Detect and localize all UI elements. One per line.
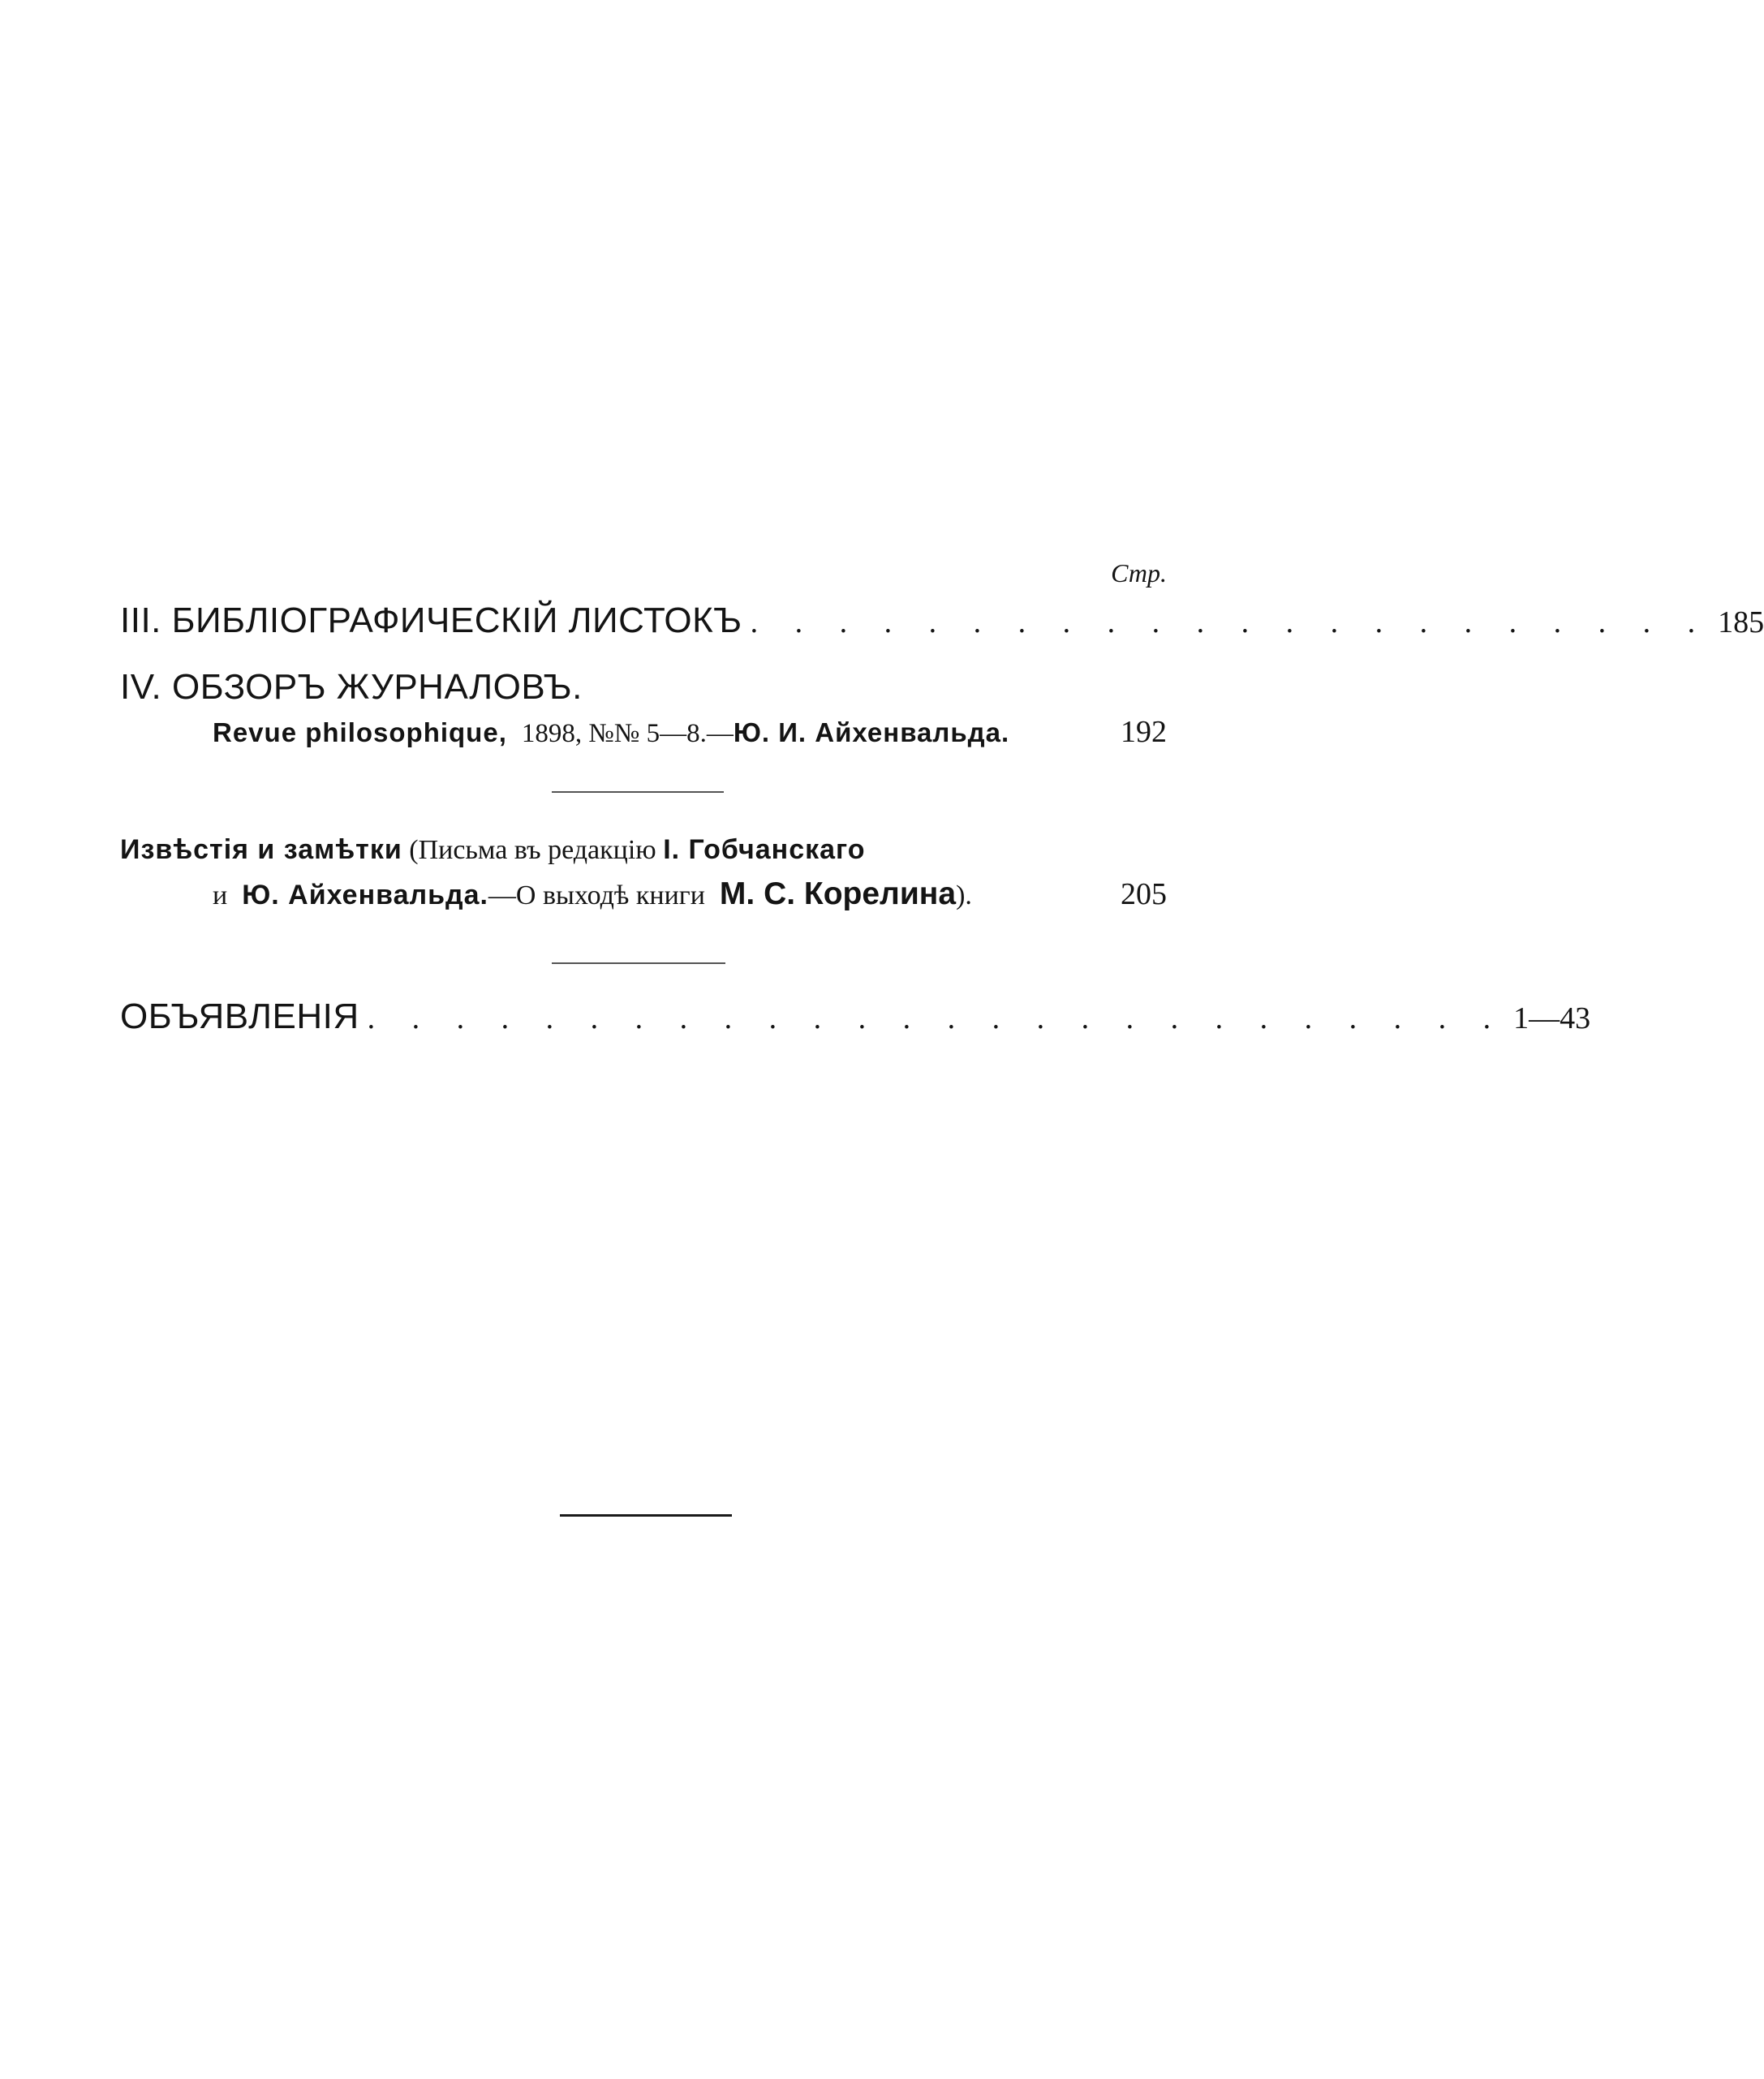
toc-entry-ads bbox=[120, 996, 1591, 1037]
news-person: М. С. Корелина bbox=[719, 876, 957, 911]
news-person: І. Гобчанскаго bbox=[663, 834, 866, 865]
toc-entry-news-line-1 bbox=[120, 834, 1167, 866]
news-person: Ю. Айхенвальда. bbox=[242, 880, 488, 910]
news-text: —О выходѣ книги bbox=[488, 880, 705, 910]
toc-entry-journals bbox=[120, 667, 1167, 708]
dot-leader: . . . . . . . . . . . . . . . . . . . . . . bbox=[750, 605, 1710, 639]
toc-entry-title: IV. ОБЗОРЪ ЖУРНАЛОВЪ. bbox=[120, 667, 583, 707]
section-divider bbox=[552, 962, 725, 964]
toc-entry-page: 185 bbox=[1718, 605, 1764, 639]
journal-issue: 1898, №№ 5—8.— bbox=[521, 719, 734, 748]
journal-name: Revue philosophique, bbox=[213, 717, 507, 747]
toc-entry-page: 1—43 bbox=[1513, 1001, 1591, 1035]
toc-entry-news-line-2 bbox=[213, 876, 1167, 912]
news-title: Извѣстія и замѣтки bbox=[120, 834, 402, 865]
review-author: Ю. И. Айхенвальда. bbox=[733, 717, 1010, 747]
toc-entry-title: ОБЪЯВЛЕНІЯ bbox=[120, 996, 359, 1036]
toc-sub-entry-revue bbox=[213, 714, 1167, 750]
news-close: ). bbox=[956, 880, 972, 910]
news-conjunction: и bbox=[213, 880, 228, 910]
page-column-label: Стр. bbox=[1111, 558, 1167, 588]
dot-leader: . . . . . . . . . . . . . . . . . . . . . . . . . . bbox=[367, 1001, 1506, 1035]
section-divider bbox=[552, 791, 724, 793]
toc-entry-page: 192 bbox=[1121, 715, 1167, 749]
toc-entry-bibliography bbox=[120, 600, 1764, 641]
closing-rule bbox=[560, 1514, 732, 1517]
toc-entry-page: 205 bbox=[1121, 877, 1167, 911]
toc-entry-title: III. БИБЛІОГРАФИЧЕСКІЙ ЛИСТОКЪ bbox=[120, 600, 742, 640]
news-text: (Письма въ редакцію bbox=[409, 835, 656, 865]
